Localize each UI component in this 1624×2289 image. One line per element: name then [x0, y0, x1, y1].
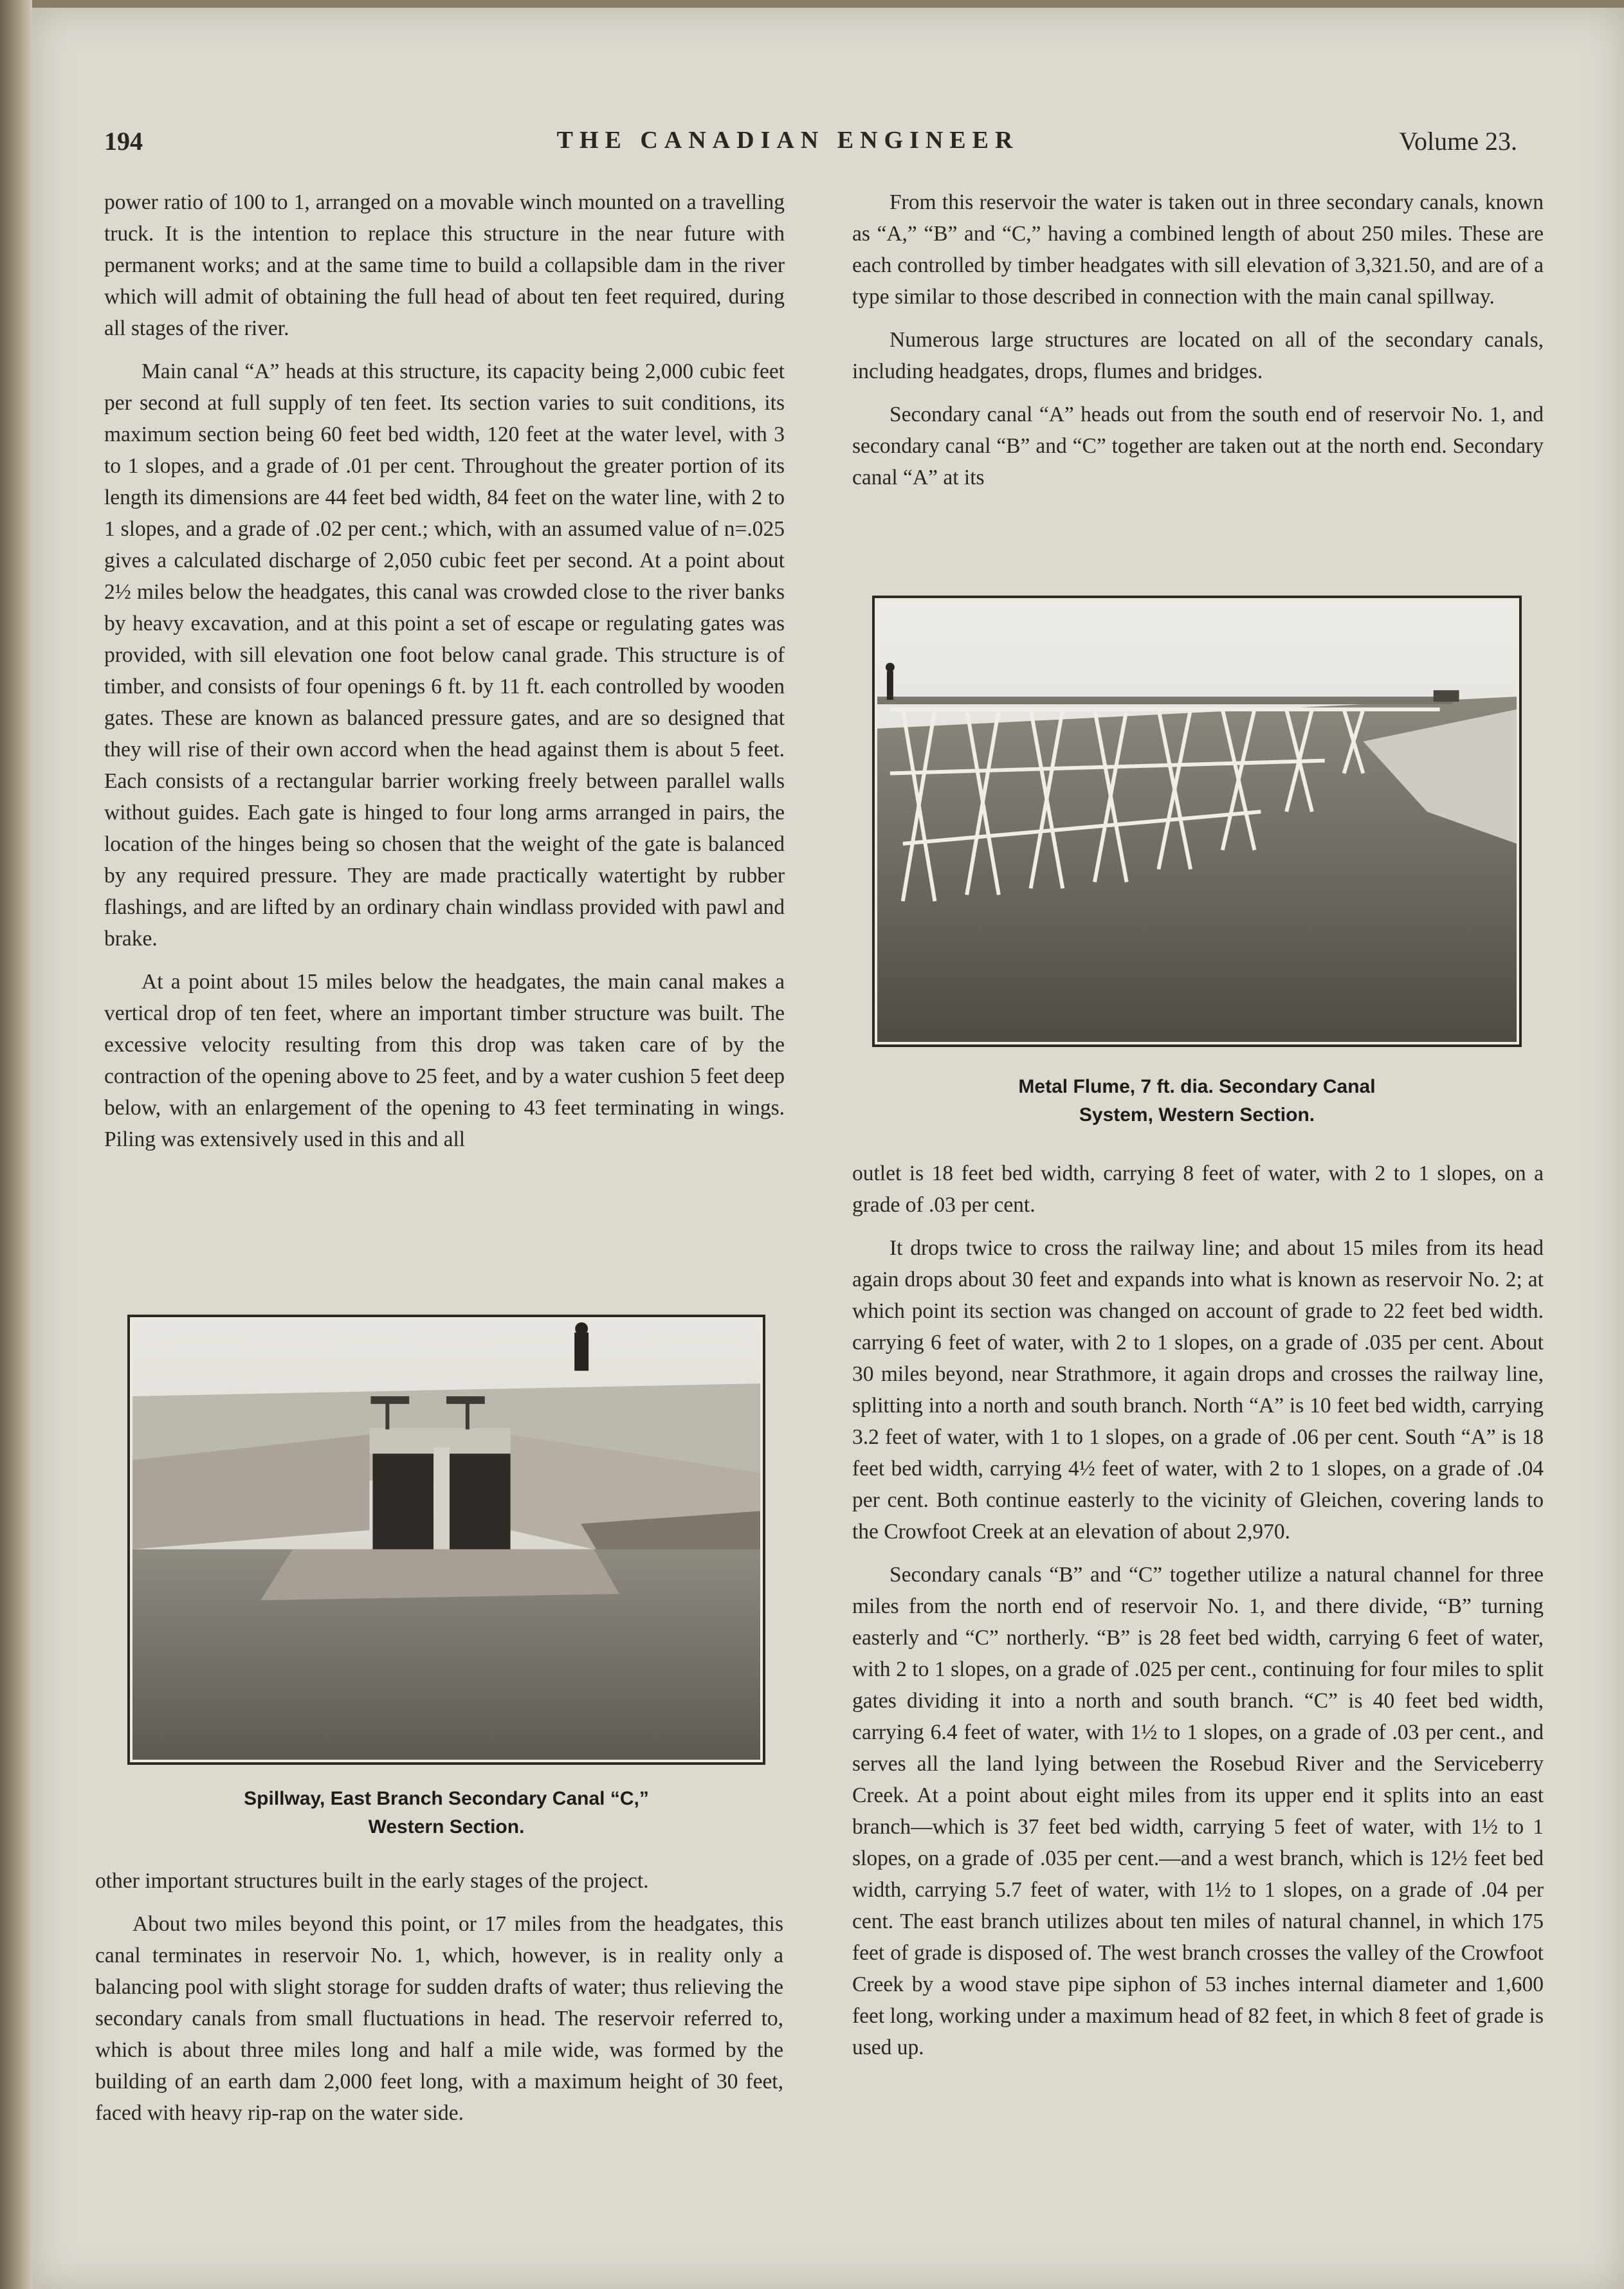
journal-title: THE CANADIAN ENGINEER	[556, 127, 1019, 154]
left-column-top	[104, 187, 785, 1167]
spillway-photo	[127, 1315, 765, 1765]
page-number: 194	[104, 127, 143, 156]
right-column-bottom	[852, 1158, 1544, 2075]
paragraph: About two miles beyond this point, or 17 miles from the headgates, this canal terminates in reservoir No. 1, which, however, is in reality only a balancing pool with slight storage for sudden drafts of water; thus relieving the secondary canals from small fluctuations in head. The reservoir referred to, which is about three miles long and half a mile wide, was formed by the building of an earth dam 2,000 feet long, with a maximum height of 30 feet, faced with heavy rip-rap on the water side.	[95, 1912, 783, 2125]
spillway-caption	[127, 1785, 765, 1841]
paragraph: At a point about 15 miles below the headgates, the main canal makes a vertical drop of ten feet, where an important timber structure was built. The excessive velocity resulting from this drop was taken care of by the contraction of the opening above to 25 feet, and by a water cushion 5 feet deep below, with an enlargement of the opening to 43 feet terminating in wings. Piling was extensively used in this and all	[104, 970, 785, 1151]
paragraph: other important structures built in the early stages of the project.	[95, 1869, 649, 1893]
flume-illustration	[877, 601, 1517, 1042]
caption-line: Western Section.	[368, 1816, 525, 1838]
caption-line: System, Western Section.	[1079, 1104, 1315, 1126]
paragraph: outlet is 18 feet bed width, carrying 8 feet of water, with 2 to 1 slopes, on a grade of .03 per cent.	[852, 1162, 1544, 1217]
right-column-top	[852, 187, 1544, 505]
paragraph: It drops twice to cross the railway line; and about 15 miles from its head again drops about 30 feet and expands into what is known as reservoir No. 2; at which point its section was changed on account of grade to 22 feet bed width. carrying 6 feet of water, with 2 to 1 slopes, on a grade of .035 per cent. About 30 miles beyond, near Strathmore, it again drops and crosses the railway line, splitting into a north and south branch. North “A” is 10 feet bed width, carrying 3.2 feet of water, with 1 to 1 slopes, on a grade of .06 per cent. South “A” is 18 feet bed width, carrying 4½ feet of water, with 2 to 1 slopes, on a grade of .04 per cent. Both continue easterly to the vicinity of Gleichen, covering lands to the Crowfoot Creek at an elevation of about 2,970.	[852, 1236, 1544, 1544]
paragraph: Secondary canals “B” and “C” together utilize a natural channel for three miles from the north end of reservoir No. 1, and there divide, “B” turning easterly and “C” northerly. “B” is 28 feet bed width, carrying 6 feet of water, with 2 to 1 slopes, on a grade of .025 per cent., continuing for four miles to split gates dividing it into a north and south branch. “C” is 40 feet bed width, carrying 6.4 feet of water, with 1½ to 1 slopes, on a grade of .03 per cent., and serves all the land lying between the Rosebud River and the Serviceberry Creek. At a point about eight miles from its upper end it splits into an east branch—which is 37 feet bed width, carrying 5 feet of water, with 1½ to 1 slopes, on a grade of .035 per cent.—and a west branch, which is 12½ feet bed width, carrying 5.7 feet of water, with 1½ to 1 slopes, on a grade of .04 per cent. The east branch utilizes about ten miles of natural channel, in which 175 feet of grade is disposed of. The west branch crosses the valley of the Crowfoot Creek by a wood stave pipe siphon of 53 inches internal diameter and 1,600 feet long, working under a maximum head of 82 feet, in which 8 feet of grade is used up.	[852, 1563, 1544, 2059]
spillway-illustration	[132, 1320, 760, 1760]
left-column-bottom	[95, 1865, 783, 2140]
paragraph: From this reservoir the water is taken out in three secondary canals, known as “A,” “B” and “C,” having a combined length of about 250 miles. These are each controlled by timber headgates with sill elevation of 3,321.50, and are of a type similar to those described in connection with the main canal spillway.	[852, 190, 1544, 309]
paragraph: power ratio of 100 to 1, arranged on a movable winch mounted on a travelling truck. It is the intention to replace this structure in the near future with permanent works; and at the same time to build a collapsible dam in the river which will admit of obtaining the full head of about ten feet required, during all stages of the river.	[104, 190, 785, 340]
caption-line: Spillway, East Branch Secondary Canal “C,”	[244, 1788, 649, 1809]
book-spine	[0, 0, 32, 2289]
caption-line: Metal Flume, 7 ft. dia. Secondary Canal	[1018, 1076, 1376, 1097]
paragraph: Main canal “A” heads at this structure, its capacity being 2,000 cubic feet per second at full supply of ten feet. Its section varies to suit conditions, its maximum section being 60 feet bed width, 120 feet at the water level, with 3 to 1 slopes, and a grade of .01 per cent. Throughout the greater portion of its length its dimensions are 44 feet bed width, 84 feet on the water line, with 2 to 1 slopes, and a grade of .02 per cent.; which, with an assumed value of n=.025 gives a calculated discharge of 2,050 cubic feet per second. At a point about 2½ miles below the headgates, this canal was crowded close to the river banks by heavy excavation, and at this point a set of escape or regulating gates was provided, with sill elevation one foot below canal grade. This structure is of timber, and consists of four openings 6 ft. by 11 ft. each controlled by wooden gates. These are known as balanced pressure gates, and are so designed that they will rise of their own accord when the head against them is about 5 feet. Each consists of a rectangular barrier working freely between parallel walls without guides. Each gate is hinged to four long arms arranged in pairs, the location of the hinges being so chosen that the weight of the gate is balanced by any required pressure. They are made practically watertight by rubber flashings, and are lifted by an ordinary chain windlass provided with pawl and brake.	[104, 360, 785, 951]
paragraph: Secondary canal “A” heads out from the south end of reservoir No. 1, and secondary canal “B” and “C” together are taken out at the north end. Secondary canal “A” at its	[852, 403, 1544, 489]
paragraph: Numerous large structures are located on all of the secondary canals, including headgates, drops, flumes and bridges.	[852, 328, 1544, 383]
flume-caption	[872, 1073, 1522, 1129]
volume-label: Volume 23.	[1399, 127, 1517, 156]
metal-flume-photo	[872, 596, 1522, 1047]
